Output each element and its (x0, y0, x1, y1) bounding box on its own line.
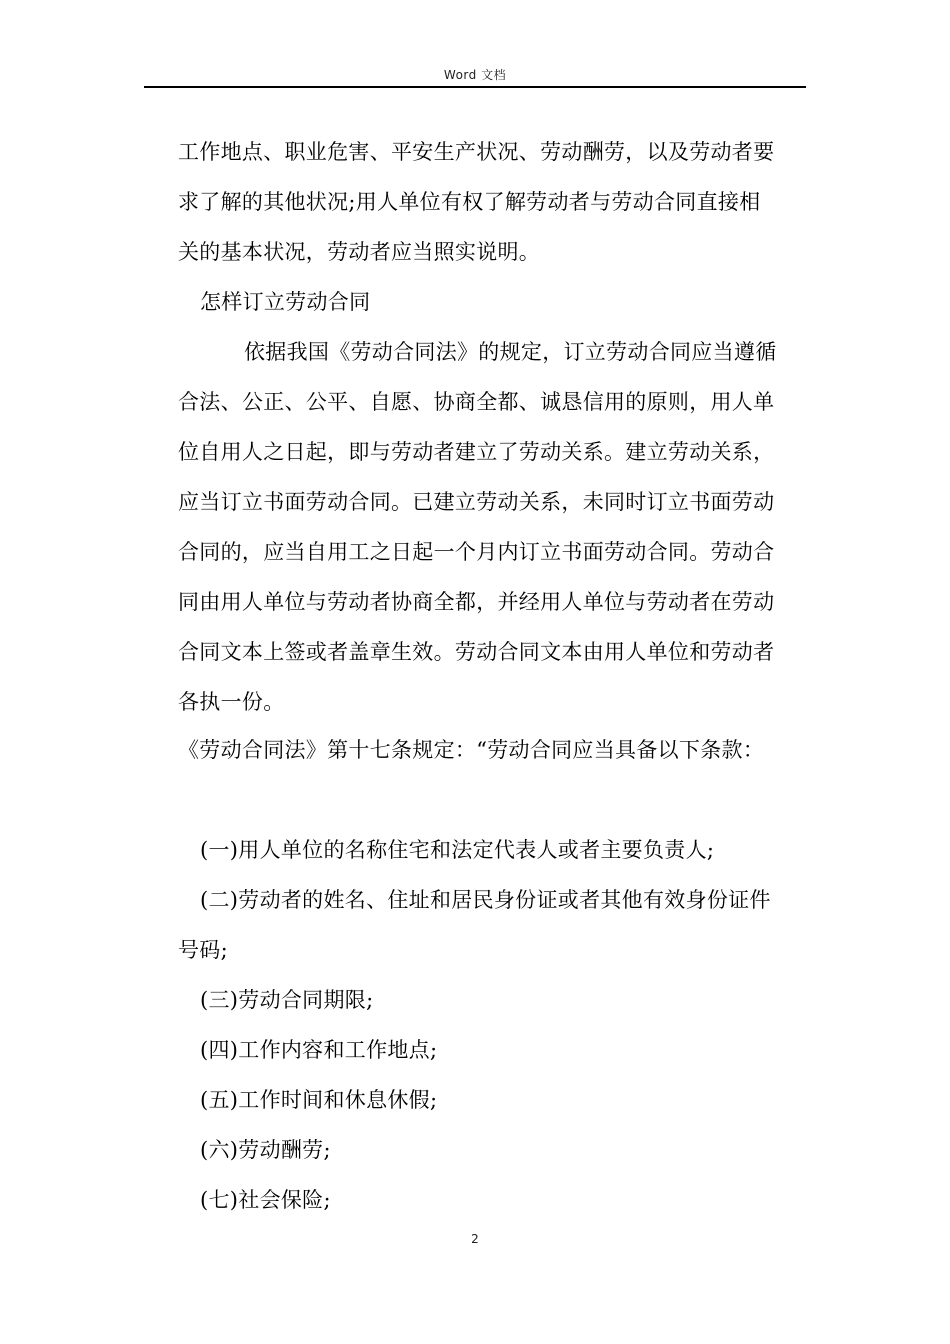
paragraph-line: 关的基本状况，劳动者应当照实说明。 (178, 240, 541, 264)
list-item: (七)社会保险; (200, 1188, 331, 1212)
paragraph-line: 位自用人之日起，即与劳动者建立了劳动关系。建立劳动关系， (178, 440, 775, 464)
header-title: Word 文档 (443, 68, 507, 82)
paragraph-line: 合同的，应当自用工之日起一个月内订立书面劳动合同。劳动合 (178, 540, 775, 564)
paragraph-line: 《劳动合同法》第十七条规定：“劳动合同应当具备以下条款： (178, 738, 765, 762)
page-number: 2 (471, 1232, 479, 1246)
list-item: (一)用人单位的名称住宅和法定代表人或者主要负责人; (200, 838, 715, 862)
paragraph-line: 合法、公正、公平、自愿、协商全都、诚恳信用的原则，用人单 (178, 390, 775, 414)
list-item-continuation: 号码; (178, 938, 228, 962)
list-item: (五)工作时间和休息休假; (200, 1088, 438, 1112)
header-divider (144, 86, 806, 88)
paragraph-line: 工作地点、职业危害、平安生产状况、劳动酬劳，以及劳动者要 (178, 140, 775, 164)
paragraph-line: 应当订立书面劳动合同。已建立劳动关系，未同时订立书面劳动 (178, 490, 775, 514)
paragraph-line: 合同文本上签或者盖章生效。劳动合同文本由用人单位和劳动者 (178, 640, 775, 664)
list-item: (三)劳动合同期限; (200, 988, 374, 1012)
list-item: (二)劳动者的姓名、住址和居民身份证或者其他有效身份证件 (200, 888, 771, 912)
paragraph-line: 依据我国《劳动合同法》的规定，订立劳动合同应当遵循 (244, 340, 777, 364)
list-item: (四)工作内容和工作地点; (200, 1038, 438, 1062)
paragraph-line: 各执一份。 (178, 690, 285, 714)
list-item: (六)劳动酬劳; (200, 1138, 331, 1162)
paragraph-line: 求了解的其他状况;用人单位有权了解劳动者与劳动合同直接相 (178, 190, 761, 214)
paragraph-line: 同由用人单位与劳动者协商全都，并经用人单位与劳动者在劳动 (178, 590, 775, 614)
section-heading: 怎样订立劳动合同 (200, 290, 371, 314)
